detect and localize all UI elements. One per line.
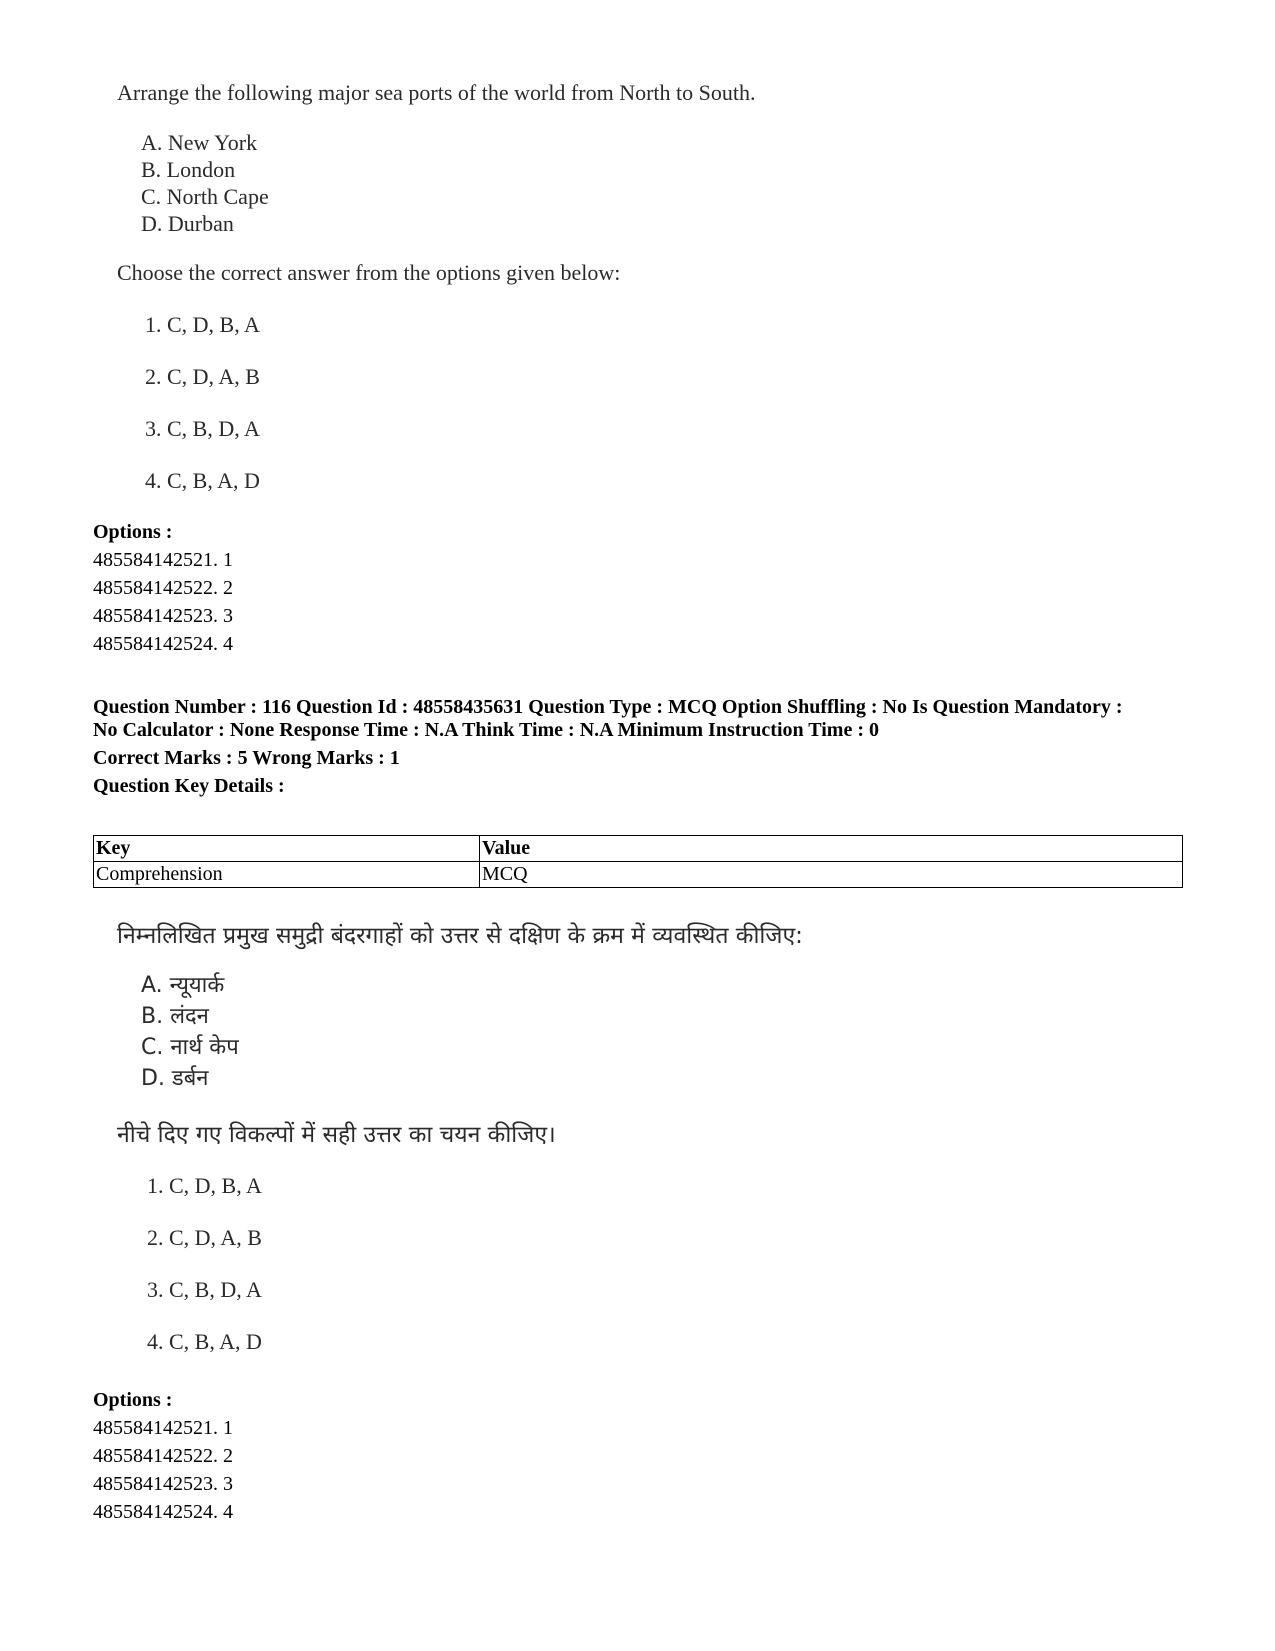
- option-line: 485584142523. 3: [93, 605, 233, 627]
- choose-text-hi: नीचे दिए गए विकल्पों में सही उत्तर का चयन कीजिए।: [117, 1122, 556, 1148]
- question-item-b-hi: B. लंदन: [141, 1004, 209, 1029]
- option-line: 485584142524. 4: [93, 633, 233, 655]
- table-header-value: Value: [480, 836, 1183, 862]
- question-key-details-label: Question Key Details :: [93, 775, 285, 797]
- question-item-c-en: C. North Cape: [141, 184, 269, 209]
- answer-choice-1-en: 1. C, D, B, A: [145, 312, 260, 337]
- question-prompt-en: Arrange the following major sea ports of the world from North to South.: [117, 80, 756, 105]
- question-item-b-en: B. London: [141, 157, 236, 182]
- answer-choice-3-hi: 3. C, B, D, A: [147, 1277, 262, 1302]
- answer-choice-2-hi: 2. C, D, A, B: [147, 1225, 262, 1250]
- table-cell-value: MCQ: [480, 862, 1183, 888]
- table-cell-key: Comprehension: [94, 862, 480, 888]
- answer-choice-1-hi: 1. C, D, B, A: [147, 1173, 262, 1198]
- question-item-a-hi: A. न्यूयार्क: [141, 973, 225, 998]
- options-label-2: Options :: [93, 1389, 173, 1411]
- option-line: 485584142522. 2: [93, 1445, 233, 1467]
- answer-choice-3-en: 3. C, B, D, A: [145, 416, 260, 441]
- question-item-d-hi: D. डर्बन: [141, 1066, 209, 1091]
- question-meta-line-2: No Calculator : None Response Time : N.A Think Time : N.A Minimum Instruction Time : 0: [93, 719, 879, 741]
- answer-choice-2-en: 2. C, D, A, B: [145, 364, 260, 389]
- option-line: 485584142521. 1: [93, 1417, 233, 1439]
- question-key-table: [93, 835, 1183, 888]
- answer-choice-4-hi: 4. C, B, A, D: [147, 1329, 262, 1354]
- question-item-a-en: A. New York: [141, 130, 258, 155]
- option-line: 485584142524. 4: [93, 1501, 233, 1523]
- question-meta-line-1: Question Number : 116 Question Id : 48558435631 Question Type : MCQ Option Shuffling : No Is Question Mandatory :: [93, 696, 1123, 718]
- option-line: 485584142522. 2: [93, 577, 233, 599]
- option-line: 485584142523. 3: [93, 1473, 233, 1495]
- choose-text-en: Choose the correct answer from the options given below:: [117, 260, 621, 285]
- question-item-d-en: D. Durban: [141, 211, 234, 236]
- option-line: 485584142521. 1: [93, 549, 233, 571]
- options-label-1: Options :: [93, 521, 173, 543]
- table-header-row: [94, 836, 1183, 862]
- marks-line: Correct Marks : 5 Wrong Marks : 1: [93, 747, 400, 769]
- table-header-key: Key: [94, 836, 480, 862]
- answer-choice-4-en: 4. C, B, A, D: [145, 468, 260, 493]
- question-prompt-hi: निम्नलिखित प्रमुख समुद्री बंदरगाहों को उत्तर से दक्षिण के क्रम में व्यवस्थित कीजिए:: [117, 923, 803, 949]
- table-row: [94, 862, 1183, 888]
- question-item-c-hi: C. नार्थ केप: [141, 1035, 239, 1060]
